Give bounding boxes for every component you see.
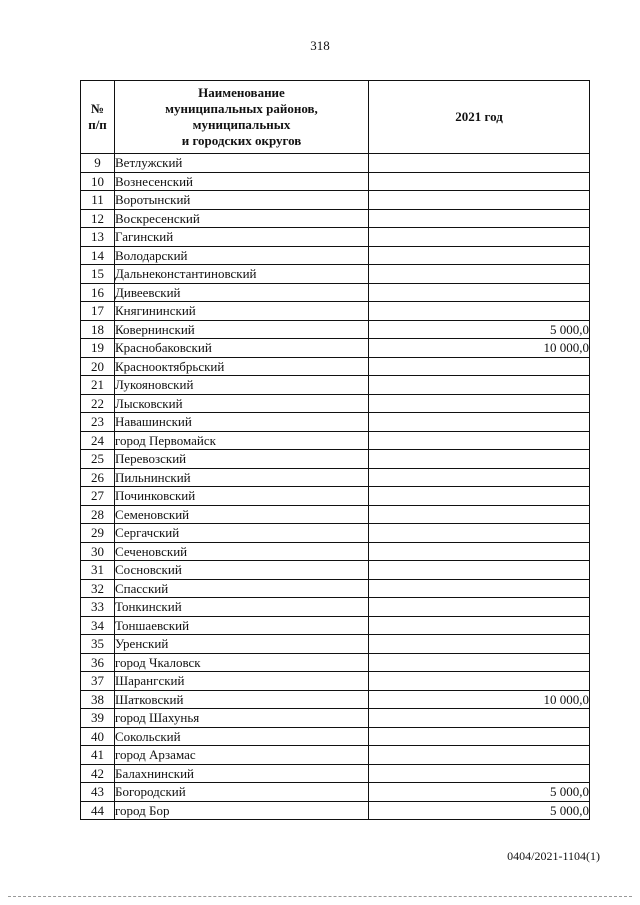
row-name: Сеченовский [115, 542, 369, 561]
header-number [81, 81, 115, 154]
row-value: 10 000,0 [369, 690, 590, 709]
row-value [369, 635, 590, 654]
row-name: Дивеевский [115, 283, 369, 302]
row-value [369, 709, 590, 728]
table-row [81, 339, 590, 358]
table-row [81, 524, 590, 543]
row-number: 25 [81, 450, 115, 469]
row-number: 17 [81, 302, 115, 321]
row-value [369, 172, 590, 191]
table-row [81, 209, 590, 228]
table-row [81, 783, 590, 802]
row-value [369, 283, 590, 302]
row-number: 39 [81, 709, 115, 728]
row-number: 22 [81, 394, 115, 413]
row-number: 38 [81, 690, 115, 709]
table-body [81, 154, 590, 820]
table-row [81, 172, 590, 191]
row-number: 41 [81, 746, 115, 765]
row-name: Дальнеконстантиновский [115, 265, 369, 284]
row-number: 11 [81, 191, 115, 210]
row-value [369, 746, 590, 765]
row-number: 23 [81, 413, 115, 432]
row-name: Сокольский [115, 727, 369, 746]
row-number: 30 [81, 542, 115, 561]
row-name: город Шахунья [115, 709, 369, 728]
row-value: 5 000,0 [369, 801, 590, 820]
row-name: Воскресенский [115, 209, 369, 228]
row-name: Лукояновский [115, 376, 369, 395]
table-row [81, 598, 590, 617]
row-value [369, 357, 590, 376]
row-number: 20 [81, 357, 115, 376]
row-name: Пильнинский [115, 468, 369, 487]
header-name-label: Наименование муниципальных районов, муниципальных и городских округов [165, 85, 318, 148]
row-number: 21 [81, 376, 115, 395]
row-number: 9 [81, 154, 115, 173]
table-row [81, 709, 590, 728]
row-number: 16 [81, 283, 115, 302]
table-row [81, 320, 590, 339]
row-number: 42 [81, 764, 115, 783]
row-name: город Арзамас [115, 746, 369, 765]
row-name: Краснооктябрьский [115, 357, 369, 376]
table-row [81, 746, 590, 765]
row-value [369, 561, 590, 580]
row-value [369, 191, 590, 210]
row-name: Лысковский [115, 394, 369, 413]
row-value [369, 505, 590, 524]
bottom-divider [8, 896, 632, 897]
row-value [369, 653, 590, 672]
row-value [369, 431, 590, 450]
row-name: Сергачский [115, 524, 369, 543]
row-value [369, 487, 590, 506]
row-name: Вознесенский [115, 172, 369, 191]
table-row [81, 487, 590, 506]
row-name: Краснобаковский [115, 339, 369, 358]
table-row [81, 283, 590, 302]
row-name: Спасский [115, 579, 369, 598]
table-row [81, 413, 590, 432]
row-value [369, 672, 590, 691]
municipal-table [80, 80, 590, 820]
row-value [369, 413, 590, 432]
header-number-label: № п/п [88, 101, 107, 132]
table-row [81, 764, 590, 783]
table-row [81, 616, 590, 635]
row-name: Ковернинский [115, 320, 369, 339]
table-row [81, 228, 590, 247]
table-row [81, 265, 590, 284]
row-name: город Бор [115, 801, 369, 820]
row-name: Уренский [115, 635, 369, 654]
row-name: Воротынский [115, 191, 369, 210]
row-name: Гагинский [115, 228, 369, 247]
row-number: 32 [81, 579, 115, 598]
row-number: 43 [81, 783, 115, 802]
row-value [369, 542, 590, 561]
row-number: 27 [81, 487, 115, 506]
table-row [81, 246, 590, 265]
table-row [81, 542, 590, 561]
row-number: 28 [81, 505, 115, 524]
table-row [81, 154, 590, 173]
row-name: Перевозский [115, 450, 369, 469]
row-name: Княгининский [115, 302, 369, 321]
row-value [369, 764, 590, 783]
table-row [81, 357, 590, 376]
table-row [81, 672, 590, 691]
row-name: город Первомайск [115, 431, 369, 450]
row-name: город Чкаловск [115, 653, 369, 672]
table-row [81, 690, 590, 709]
row-value [369, 394, 590, 413]
row-value: 5 000,0 [369, 783, 590, 802]
row-name: Починковский [115, 487, 369, 506]
row-number: 13 [81, 228, 115, 247]
row-number: 35 [81, 635, 115, 654]
table-row [81, 376, 590, 395]
row-name: Шарангский [115, 672, 369, 691]
table-row [81, 653, 590, 672]
row-value [369, 246, 590, 265]
row-value [369, 727, 590, 746]
row-value [369, 209, 590, 228]
table-row [81, 561, 590, 580]
row-name: Володарский [115, 246, 369, 265]
table-row [81, 191, 590, 210]
table-row [81, 635, 590, 654]
row-value [369, 579, 590, 598]
table-row [81, 394, 590, 413]
row-number: 12 [81, 209, 115, 228]
row-number: 24 [81, 431, 115, 450]
row-number: 36 [81, 653, 115, 672]
row-name: Семеновский [115, 505, 369, 524]
row-value [369, 524, 590, 543]
row-value [369, 450, 590, 469]
header-year: 2021 год [369, 81, 590, 154]
row-number: 26 [81, 468, 115, 487]
row-number: 33 [81, 598, 115, 617]
row-number: 15 [81, 265, 115, 284]
row-value [369, 265, 590, 284]
row-name: Балахнинский [115, 764, 369, 783]
row-name: Сосновский [115, 561, 369, 580]
row-name: Тоншаевский [115, 616, 369, 635]
header-row [81, 81, 590, 154]
row-value [369, 154, 590, 173]
row-value: 10 000,0 [369, 339, 590, 358]
table-row [81, 450, 590, 469]
table-row [81, 727, 590, 746]
row-value [369, 376, 590, 395]
row-number: 44 [81, 801, 115, 820]
table-row [81, 801, 590, 820]
table-header [81, 81, 590, 154]
row-value [369, 228, 590, 247]
row-name: Ветлужский [115, 154, 369, 173]
row-value [369, 616, 590, 635]
row-number: 31 [81, 561, 115, 580]
row-name: Богородский [115, 783, 369, 802]
row-name: Навашинский [115, 413, 369, 432]
row-number: 10 [81, 172, 115, 191]
row-number: 37 [81, 672, 115, 691]
row-number: 19 [81, 339, 115, 358]
row-number: 14 [81, 246, 115, 265]
row-name: Шатковский [115, 690, 369, 709]
row-value [369, 468, 590, 487]
table-row [81, 302, 590, 321]
table-row [81, 468, 590, 487]
row-number: 18 [81, 320, 115, 339]
row-number: 29 [81, 524, 115, 543]
table-row [81, 579, 590, 598]
row-value: 5 000,0 [369, 320, 590, 339]
row-value [369, 598, 590, 617]
row-name: Тонкинский [115, 598, 369, 617]
page-number: 318 [310, 38, 330, 53]
document-code: 0404/2021-1104(1) [507, 849, 600, 863]
row-value [369, 302, 590, 321]
table-row [81, 505, 590, 524]
header-name [115, 81, 369, 154]
row-number: 40 [81, 727, 115, 746]
row-number: 34 [81, 616, 115, 635]
table-row [81, 431, 590, 450]
